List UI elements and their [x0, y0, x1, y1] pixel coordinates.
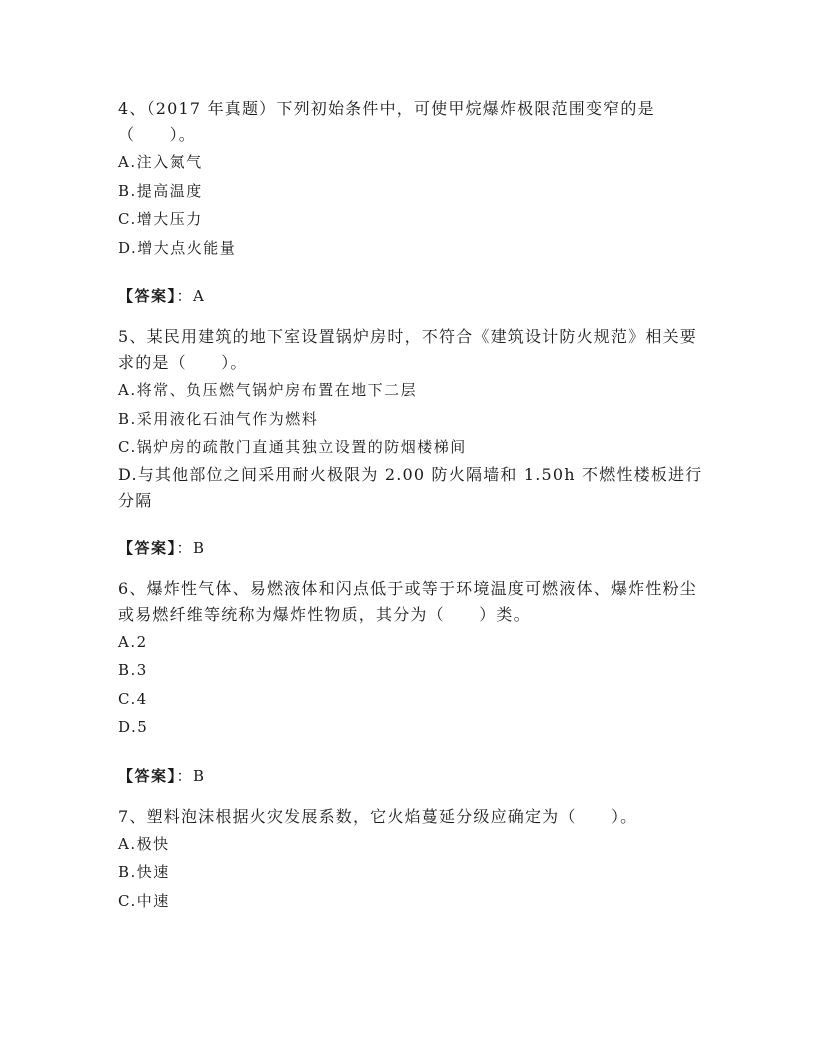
- option-a: A.极快: [118, 834, 170, 853]
- answer-label: 【答案】: [118, 538, 177, 557]
- question-stem: 4、（2017 年真题）下列初始条件中，可使甲烷爆炸极限范围变窄的是（ ）。: [118, 99, 655, 144]
- option-d: D.5: [118, 718, 149, 736]
- option-b: B.提高温度: [118, 181, 203, 200]
- answer-value: B: [193, 766, 206, 785]
- question-4: [118, 96, 708, 262]
- answer-label: 【答案】: [118, 766, 177, 785]
- question-6: [118, 576, 708, 742]
- question-stem: 7、塑料泡沫根据火灾发展系数，它火焰蔓延分级应确定为（ ）。: [118, 806, 638, 826]
- option-d: D.增大点火能量: [118, 238, 237, 257]
- option-b: B.采用液化石油气作为燃料: [118, 409, 319, 428]
- answer-value: A: [193, 287, 206, 305]
- option-c: C.增大压力: [118, 210, 203, 228]
- question-7: [118, 804, 708, 916]
- answer-separator: ：: [176, 766, 194, 785]
- question-stem: 5、某民用建筑的地下室设置锅炉房时，不符合《建筑设计防火规范》相关要求的是（ ）。: [118, 327, 697, 372]
- question-5: [118, 324, 708, 514]
- answer-5: [118, 534, 708, 562]
- document-page: [118, 96, 708, 915]
- option-c: C.中速: [118, 891, 170, 910]
- answer-separator: ：: [176, 287, 194, 305]
- answer-label: 【答案】: [118, 287, 177, 305]
- answer-6: [118, 762, 708, 790]
- option-a: A.将常、负压燃气锅炉房布置在地下二层: [118, 381, 418, 399]
- option-c: C.锅炉房的疏散门直通其独立设置的防烟楼梯间: [118, 438, 467, 456]
- option-a: A.注入氮气: [118, 153, 203, 171]
- answer-separator: ：: [176, 538, 194, 557]
- option-a: A.2: [118, 632, 148, 651]
- question-stem: 6、爆炸性气体、易燃液体和闪点低于或等于环境温度可燃液体、爆炸性粉尘或易燃纤维等统称为爆炸性物质，其分为（ ）类。: [118, 578, 697, 624]
- answer-value: B: [193, 538, 206, 557]
- option-d: D.与其他部位之间采用耐火极限为 2.00 防火隔墙和 1.50h 不燃性楼板进行分隔: [118, 464, 703, 510]
- option-b: B.3: [118, 661, 148, 679]
- option-b: B.快速: [118, 863, 170, 881]
- answer-4: [118, 282, 708, 310]
- option-c: C.4: [118, 689, 148, 708]
